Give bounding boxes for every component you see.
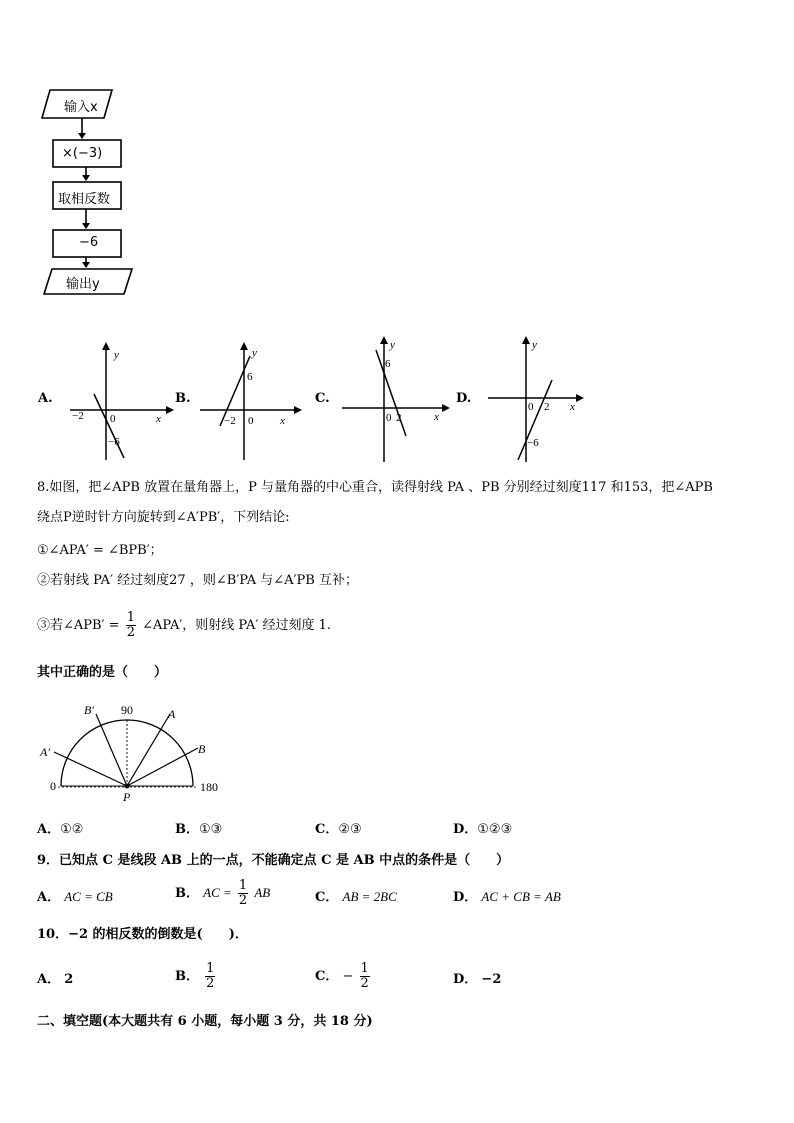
q10-option-a-label: A．: [37, 972, 61, 987]
q8-claim-1: ①∠APA′ = ∠BPB′；: [37, 543, 163, 558]
q8-option-d-text: ①②③: [477, 822, 513, 837]
q8-claim-3-denominator: 2: [126, 625, 135, 640]
q10-option-b-denominator: 2: [206, 976, 215, 991]
flow-step-multiply: ×(−3): [62, 146, 103, 161]
graph-option-b-label: B.: [175, 391, 191, 406]
graph-option-d: [486, 336, 586, 464]
q9-option-b-fraction: [238, 879, 248, 908]
protractor-figure: [36, 700, 236, 805]
q10-stem: 10．−2 的相反数的倒数是( )．: [37, 927, 248, 942]
q8-claim-2: ②若射线 PA′ 经过刻度27 ，则∠B′PA 与∠A′PB 互补；: [37, 573, 358, 588]
q10-option-b-label: B．: [175, 969, 199, 984]
flow-step-output: 输出y: [66, 277, 100, 292]
graph-a-tick-y: −6: [108, 436, 120, 448]
graph-option-c: [340, 336, 452, 464]
q9-option-c[interactable]: [315, 887, 397, 908]
graph-c-tick-y: 6: [385, 358, 391, 370]
graph-d-tick-y: −6: [527, 437, 539, 449]
protractor-label-b: B: [198, 742, 206, 756]
q9-option-c-text: AB = 2BC: [342, 889, 397, 904]
graph-b-tick-x: −2: [224, 415, 236, 427]
q9-option-b-pre: AC =: [203, 885, 232, 900]
graph-a-x-label: x: [156, 413, 161, 425]
graph-option-d-label: D.: [456, 391, 472, 406]
graph-option-a-label: A.: [38, 391, 53, 406]
q9-option-d-text: AC + CB = AB: [481, 889, 561, 904]
q8-option-b-label: B．: [175, 822, 199, 837]
q9-option-b-denominator: 2: [238, 893, 248, 908]
protractor-label-90: 90: [121, 703, 133, 717]
graph-a-line: [94, 394, 124, 458]
flow-step-minus6: −6: [79, 235, 99, 250]
graph-c-tick-x: 2: [396, 412, 402, 424]
section-heading-fill-in: 二、填空题(本大题共有 6 小题，每小题 3 分，共 18 分): [37, 1014, 373, 1029]
q8-option-c-label: C．: [315, 822, 339, 837]
q10-option-c-fraction: [360, 962, 370, 991]
q9-stem: 9．已知点 C 是线段 AB 上的一点，不能确定点 C 是 AB 中点的条件是（ ）: [37, 853, 510, 868]
q9-option-b-label: B．: [175, 886, 199, 901]
graph-a-y-label: y: [114, 349, 119, 361]
graph-d-tick-x: 2: [544, 401, 550, 413]
graph-a-origin: 0: [110, 413, 116, 425]
q10-option-a-text: 2: [64, 972, 74, 987]
protractor-label-p: P: [123, 790, 131, 804]
q8-claim-3-numerator: 1: [126, 610, 135, 625]
protractor-label-b1: B′: [84, 703, 94, 717]
q8-claim-3-fraction: [126, 611, 136, 640]
q10-option-d-label: D．: [453, 972, 478, 987]
protractor-label-a1: A′: [40, 745, 50, 759]
protractor-label-0: 0: [50, 779, 56, 793]
flow-step-input: 输入x: [64, 100, 98, 115]
protractor-label-180: 180: [200, 780, 218, 794]
graph-c-origin: 0: [386, 412, 392, 424]
q9-option-a-text: AC = CB: [64, 889, 113, 904]
ray-pa: [127, 714, 170, 786]
graph-b-x-label: x: [280, 415, 285, 427]
q8-ask: 其中正确的是（ ）: [37, 665, 168, 680]
q8-option-d-label: D．: [453, 822, 478, 837]
q9-option-b-post: AB: [254, 885, 271, 900]
ray-pa1: [54, 752, 127, 786]
q8-stem-line1: 8.如图，把∠APB 放置在量角器上，P 与量角器的中心重合，读得射线 PA 、PB 分别经过刻度117 和153，把∠APB: [37, 480, 713, 495]
q10-option-d[interactable]: [453, 970, 501, 990]
q8-option-b[interactable]: [175, 820, 222, 840]
graph-d-x-label: x: [570, 401, 575, 413]
q8-option-c-text: ②③: [338, 822, 362, 837]
graph-d-origin: 0: [528, 401, 534, 413]
graph-option-b: [196, 342, 306, 462]
q8-option-a-label: A．: [37, 822, 61, 837]
graph-c-x-label: x: [434, 411, 439, 423]
q10-option-c-numerator: 1: [360, 961, 369, 976]
q9-option-b[interactable]: [175, 879, 270, 908]
graph-c-y-label: y: [390, 339, 395, 351]
q8-option-c[interactable]: [315, 820, 362, 840]
q8-stem-line2: 绕点P逆时针方向旋转到∠A′PB′，下列结论:: [37, 510, 290, 525]
q8-claim-3-pre: ③若∠APB′ =: [37, 618, 120, 633]
flow-step-opposite: 取相反数: [58, 192, 111, 207]
q8-option-a-text: ①②: [60, 822, 84, 837]
q10-option-c-denominator: 2: [360, 976, 369, 991]
q10-option-c[interactable]: [315, 962, 372, 991]
q9-option-c-label: C．: [315, 890, 339, 905]
q9-option-a-label: A．: [37, 890, 61, 905]
graph-option-c-label: C.: [315, 391, 330, 406]
q10-option-b-fraction: [205, 962, 215, 991]
q8-option-b-text: ①③: [199, 822, 223, 837]
graph-b-y-label: y: [252, 347, 257, 359]
graph-option-a: [66, 342, 176, 462]
q9-option-d-label: D．: [453, 890, 478, 905]
graph-a-tick-x: −2: [72, 410, 84, 422]
graph-b-tick-y: 6: [247, 371, 253, 383]
protractor-label-a: A: [168, 707, 176, 721]
q10-option-b[interactable]: [175, 962, 217, 991]
q10-option-a[interactable]: [37, 970, 73, 990]
q10-option-d-text: −2: [481, 972, 502, 987]
q10-option-c-sign: −: [342, 969, 354, 984]
q9-option-b-numerator: 1: [238, 878, 248, 893]
q8-option-d[interactable]: [453, 820, 512, 840]
graph-b-origin: 0: [248, 415, 254, 427]
q10-option-b-numerator: 1: [206, 961, 215, 976]
q8-claim-3-post: ∠APA′，则射线 PA′ 经过刻度 1.: [142, 618, 331, 633]
q8-option-a[interactable]: [37, 820, 83, 840]
q9-option-a[interactable]: [37, 887, 113, 908]
ray-pb1: [96, 714, 127, 786]
q8-claim-3: [37, 611, 331, 640]
graph-d-y-label: y: [532, 339, 537, 351]
q9-option-d[interactable]: [453, 887, 561, 908]
q10-option-c-label: C．: [315, 969, 339, 984]
